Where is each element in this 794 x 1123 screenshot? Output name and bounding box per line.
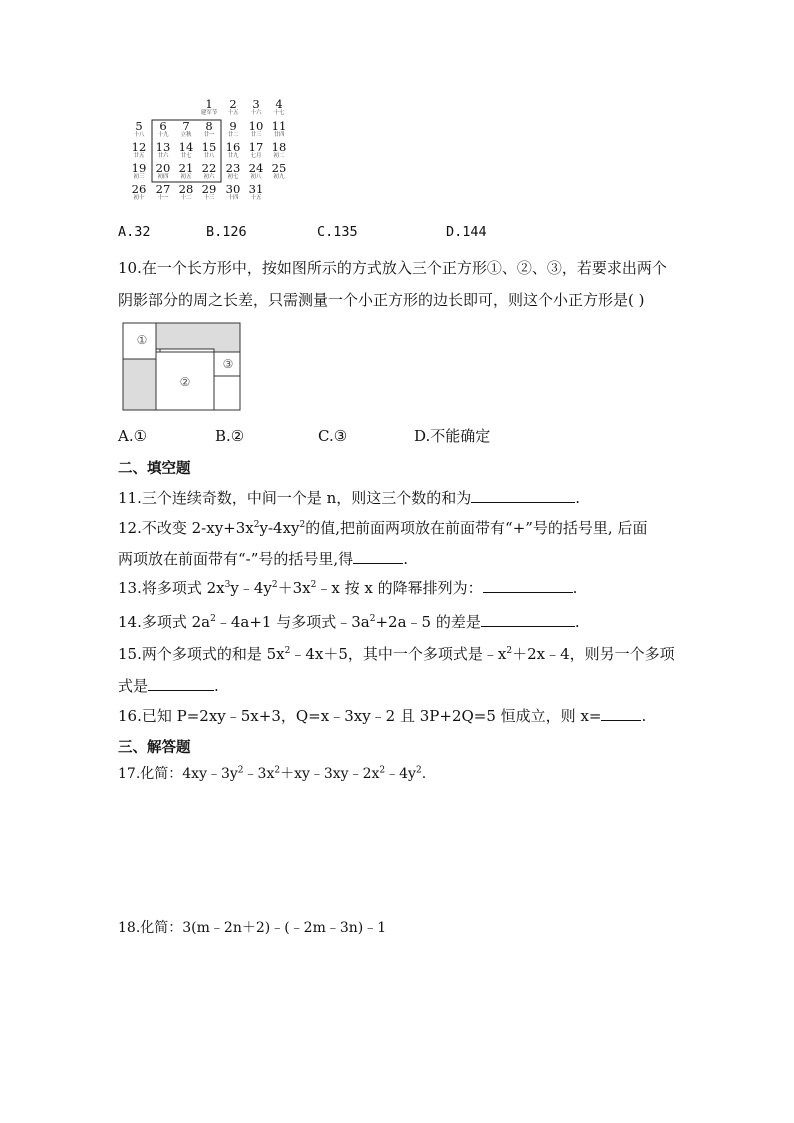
calendar-day-number: 13 [155, 140, 171, 154]
calendar-day-number: 18 [271, 140, 287, 154]
calendar-lunar-label: 廿四 [273, 132, 285, 138]
q14: 14.多项式 $2a^2﹣4a+1$ 与多项式$﹣3a^2+2a﹣5$ 的差是 . [118, 613, 580, 631]
q13-blank[interactable] [483, 578, 573, 593]
q14-blank[interactable] [481, 612, 575, 627]
calendar-day [198, 120, 220, 138]
calendar-day-number: 22 [201, 161, 217, 175]
calendar-day [175, 183, 197, 201]
calendar-day-number: 21 [178, 161, 194, 175]
calendar-day [152, 120, 174, 138]
calendar-lunar-label: 初六 [203, 174, 215, 180]
calendar-day-number: 5 [135, 119, 143, 133]
calendar-day [152, 162, 174, 180]
calendar-day-number: 30 [225, 182, 241, 196]
calendar-day [198, 98, 220, 116]
calendar-day-number: 19 [131, 161, 147, 175]
calendar-day [198, 183, 220, 201]
q10-figure [122, 322, 242, 412]
q11: 11.三个连续奇数，中间一个是 n，则这三个数的和为 . [118, 489, 581, 507]
calendar-day-number: 29 [201, 182, 217, 196]
calendar-day [268, 98, 290, 116]
calendar-day-number: 2 [229, 97, 237, 111]
q10-option-c: C.③ [318, 427, 348, 445]
q10-line2: 阴影部分的周之长差，只需测量一个小正方形的边长即可，则这个小正方形是( ) [118, 291, 645, 309]
q10-option-a: A.① [118, 427, 148, 445]
calendar-day-number: 17 [248, 140, 264, 154]
q17: 17.化简：$4xy﹣3y^2﹣3x^2+xy﹣3xy﹣2x^2﹣4y^2$. [118, 765, 427, 782]
calendar-day-number: 8 [205, 119, 213, 133]
calendar-lunar-label: 廿九 [227, 153, 239, 159]
calendar-day-number: 31 [248, 182, 264, 196]
q10-label-3: ③ [222, 357, 234, 371]
calendar-day-number: 11 [271, 119, 287, 133]
calendar-day [268, 141, 290, 159]
calendar-lunar-label: 廿一 [203, 132, 215, 138]
calendar-day [128, 120, 150, 138]
calendar-lunar-label: 廿六 [157, 153, 169, 159]
q10-line1: 10.在一个长方形中，按如图所示的方式放入三个正方形①、②、③，若要求出两个 [118, 259, 667, 277]
calendar-day-number: 25 [271, 161, 287, 175]
calendar-lunar-label: 立秋 [180, 132, 192, 138]
calendar-day [245, 183, 267, 201]
calendar-lunar-label: 廿八 [203, 153, 215, 159]
calendar-day [245, 141, 267, 159]
q9-option-c: C.135 [317, 224, 358, 240]
calendar-day-number: 7 [182, 119, 190, 133]
calendar-lunar-label: 廿三 [250, 132, 262, 138]
calendar-lunar-label: 建军节 [200, 110, 218, 116]
calendar-day [245, 120, 267, 138]
calendar-figure [128, 98, 298, 202]
calendar-lunar-label: 十五 [250, 195, 262, 201]
calendar-day [175, 120, 197, 138]
calendar-lunar-label: 十七 [273, 110, 285, 116]
calendar-day [222, 183, 244, 201]
q10-option-b: B.② [215, 427, 245, 445]
q16-blank[interactable] [601, 706, 641, 721]
q13: 13.将多项式 $2x^3y﹣4y^2+3x^2﹣x$ 按 x 的降幂排列为： . [118, 579, 578, 597]
calendar-lunar-label: 初二 [273, 153, 285, 159]
calendar-day-number: 6 [159, 119, 167, 133]
q10-label-1: ① [136, 333, 148, 347]
calendar-day-number: 3 [252, 97, 260, 111]
calendar-lunar-label: 初八 [250, 174, 262, 180]
calendar-day [198, 162, 220, 180]
calendar-day [222, 162, 244, 180]
calendar-lunar-label: 十九 [157, 132, 169, 138]
calendar-day-number: 4 [275, 97, 283, 111]
calendar-lunar-label: 廿二 [227, 132, 239, 138]
calendar-lunar-label: 十一 [157, 195, 169, 201]
calendar-day-number: 24 [248, 161, 264, 175]
q15-line2: 式是 . [118, 677, 219, 695]
q9-option-a: A.32 [118, 224, 151, 240]
calendar-day-number: 12 [131, 140, 147, 154]
calendar-day [175, 162, 197, 180]
calendar-day [152, 183, 174, 201]
calendar-lunar-label: 初九 [273, 174, 285, 180]
calendar-day [222, 120, 244, 138]
calendar-day [222, 141, 244, 159]
calendar-lunar-label: 十八 [133, 132, 145, 138]
calendar-day [128, 162, 150, 180]
q18: 18.化简：3(m﹣2n＋2)﹣(﹣2m﹣3n)﹣1 [118, 920, 387, 936]
calendar-day [128, 141, 150, 159]
calendar-lunar-label: 初三 [133, 174, 145, 180]
calendar-lunar-label: 初七 [227, 174, 239, 180]
calendar-day-number: 14 [178, 140, 194, 154]
q10-label-2: ② [179, 375, 191, 389]
q15-line1: 15.两个多项式的和是 $5x^2﹣4x+5$，其中一个多项式是$﹣x^2+2x﹣4$，则另一个多项 [118, 645, 675, 663]
calendar-day-number: 15 [201, 140, 217, 154]
calendar-lunar-label: 初五 [180, 174, 192, 180]
calendar-day-number: 20 [155, 161, 171, 175]
calendar-lunar-label: 十四 [227, 195, 239, 201]
calendar-day-number: 27 [155, 182, 171, 196]
calendar-lunar-label: 廿五 [133, 153, 145, 159]
q11-blank[interactable] [471, 488, 575, 503]
section-fill-in-heading: 二、填空题 [118, 461, 191, 477]
calendar-lunar-label: 十五 [227, 110, 239, 116]
calendar-day [175, 141, 197, 159]
section-solve-heading: 三、解答题 [118, 740, 191, 756]
calendar-day-number: 23 [225, 161, 241, 175]
calendar-lunar-label: 初四 [157, 174, 169, 180]
calendar-lunar-label: 廿七 [180, 153, 192, 159]
q9-option-d: D.144 [446, 224, 487, 240]
calendar-day-number: 16 [225, 140, 241, 154]
q12-blank[interactable] [353, 549, 403, 564]
q9-option-b: B.126 [206, 224, 247, 240]
calendar-lunar-label: 十二 [180, 195, 192, 201]
calendar-day [152, 141, 174, 159]
calendar-day [245, 162, 267, 180]
calendar-day-number: 26 [131, 182, 147, 196]
q15-blank[interactable] [148, 676, 214, 691]
calendar-lunar-label: 十六 [250, 110, 262, 116]
q10-option-d: D.不能确定 [414, 427, 491, 445]
calendar-day-number: 1 [205, 97, 213, 111]
calendar-day [222, 98, 244, 116]
calendar-lunar-label: 七月 [250, 153, 262, 159]
q16: 16.已知 P=2xy﹣5x+3，Q=x﹣3xy﹣2 且 3P+2Q=5 恒成立，则 x= . [118, 707, 647, 725]
calendar-day [128, 183, 150, 201]
q12-line2: 两项放在前面带有“-”号的括号里,得 . [118, 550, 408, 568]
q12-line1: 12.不改变 $2-xy+3x^2y-4xy^2$的值,把前面两项放在前面带有“+”号的括号里, 后面 [118, 519, 648, 537]
calendar-day-number: 10 [248, 119, 264, 133]
calendar-day [268, 120, 290, 138]
calendar-lunar-label: 初十 [133, 195, 145, 201]
calendar-lunar-label: 十三 [203, 195, 215, 201]
calendar-day [268, 162, 290, 180]
calendar-day [198, 141, 220, 159]
calendar-day-number: 28 [178, 182, 194, 196]
calendar-day [245, 98, 267, 116]
calendar-day-number: 9 [229, 119, 237, 133]
